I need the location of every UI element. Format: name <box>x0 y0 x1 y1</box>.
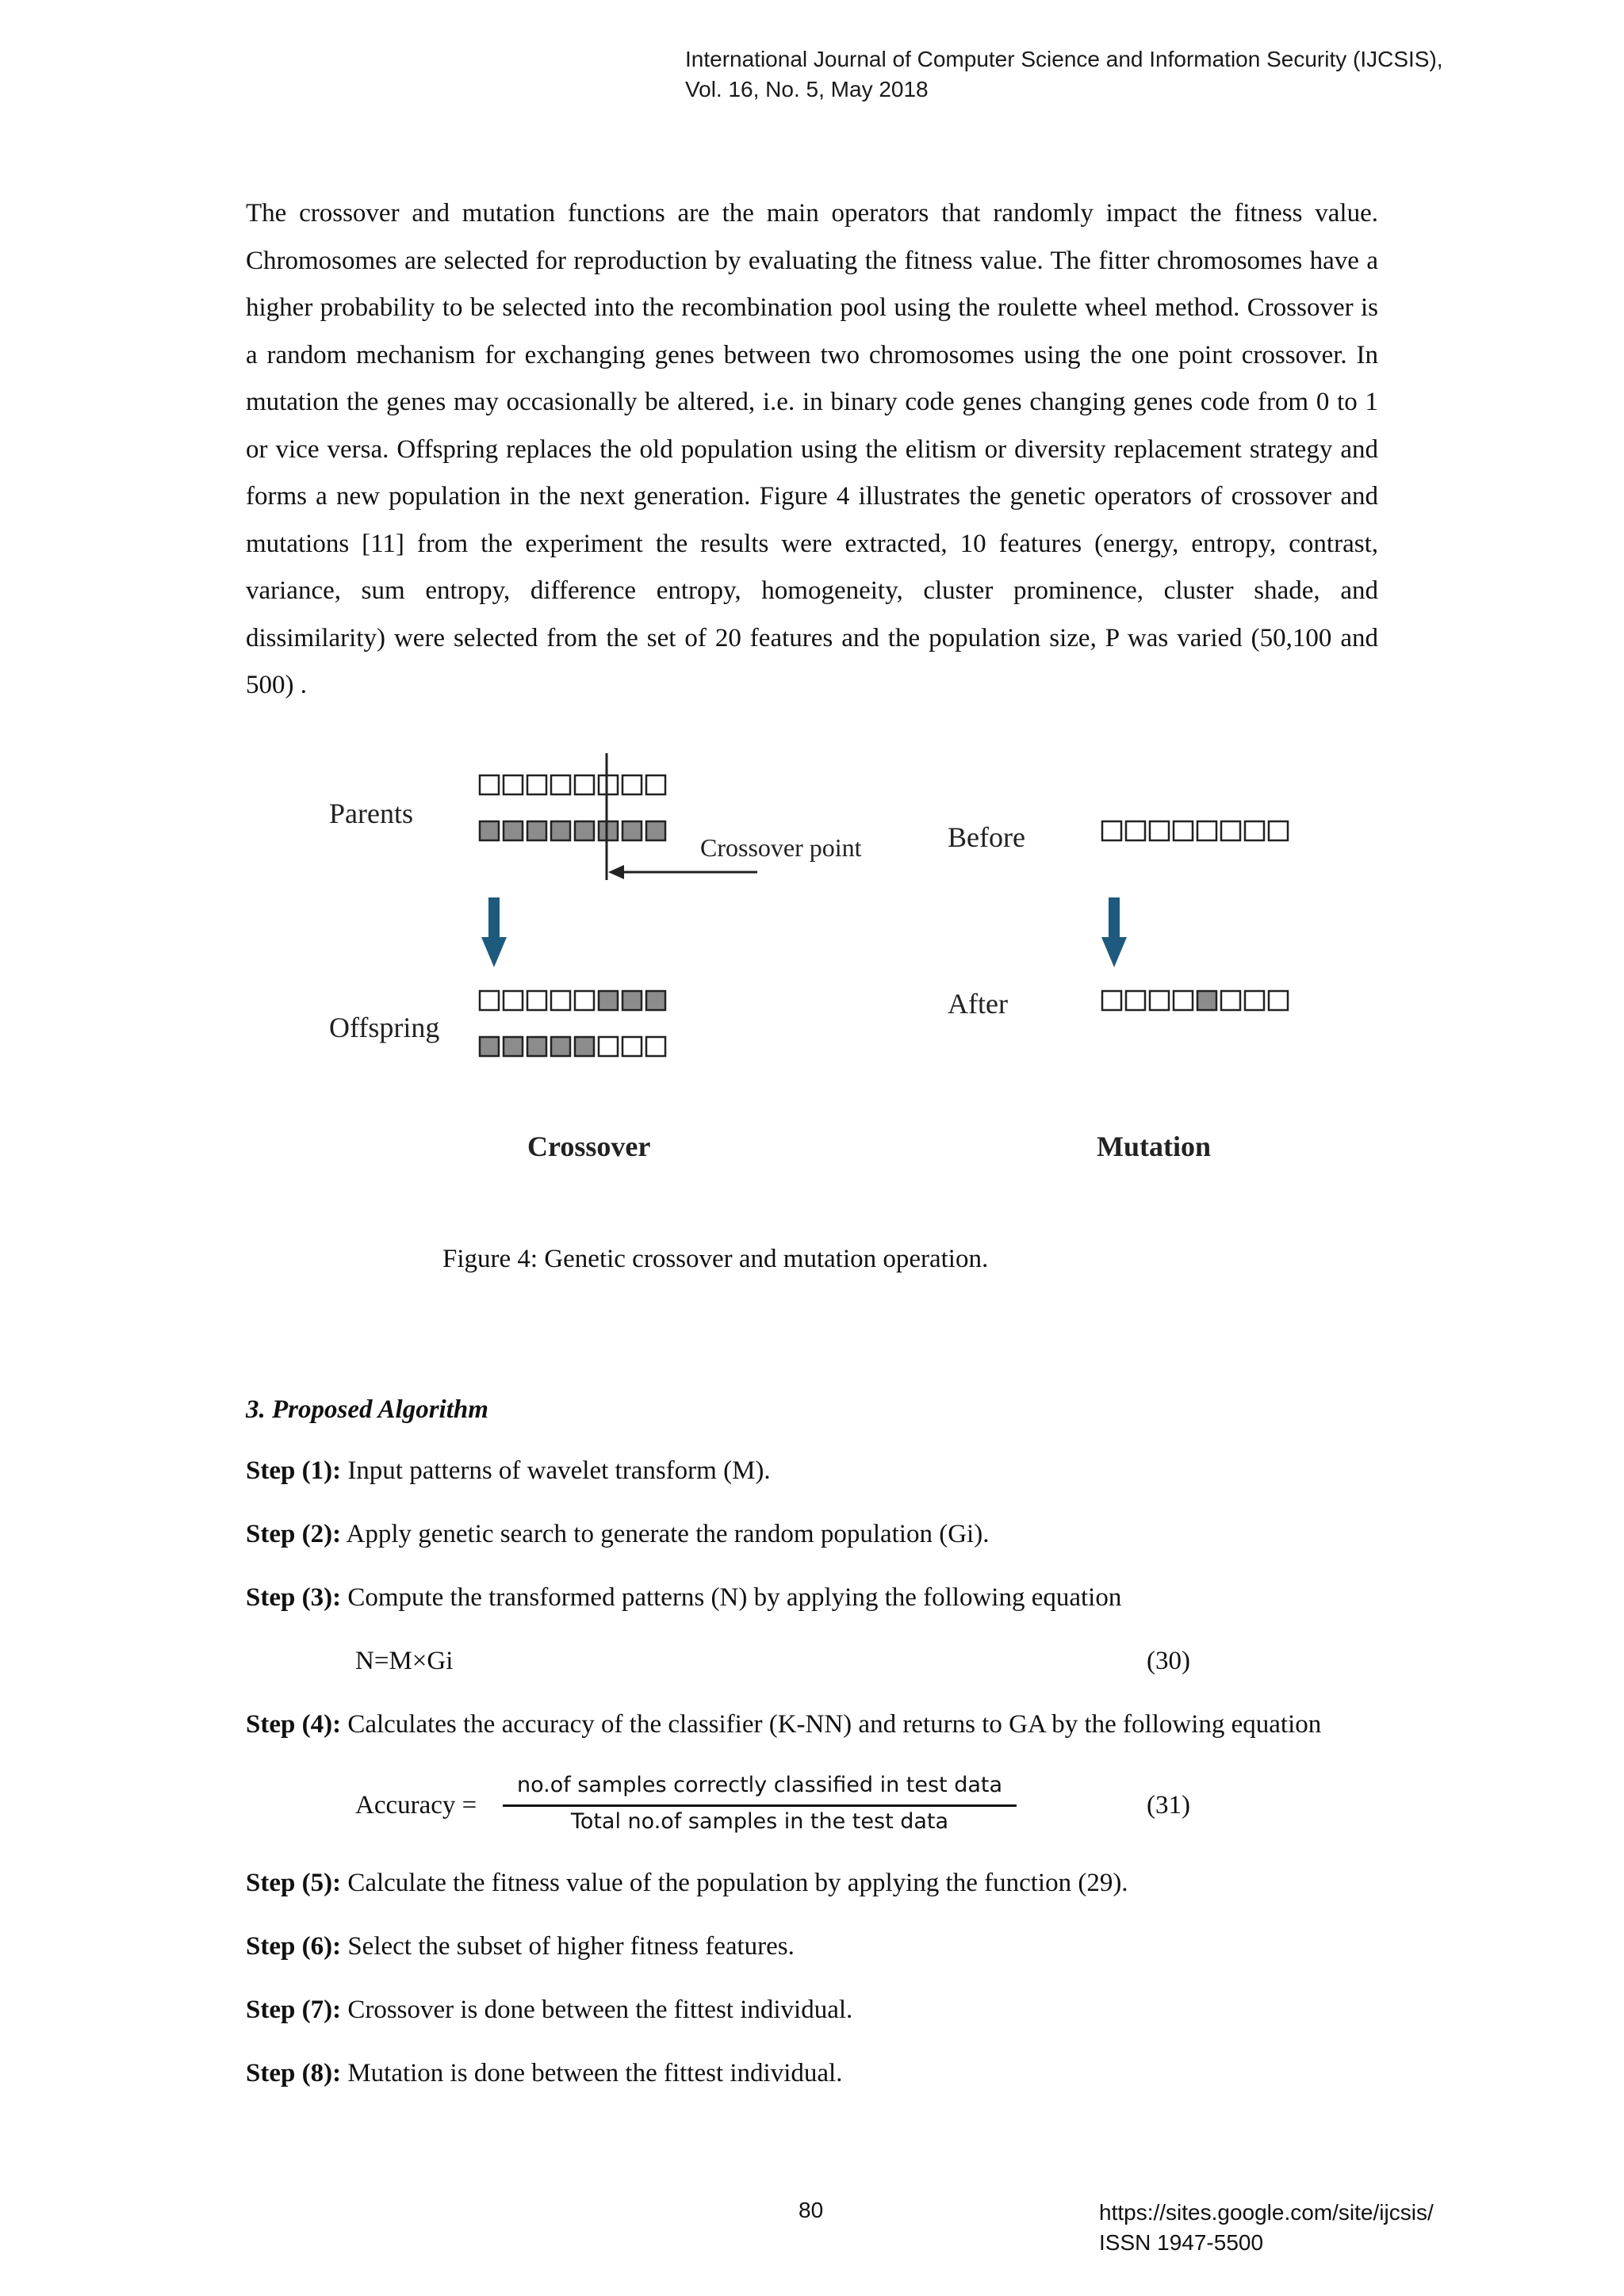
gene-cell <box>646 1037 665 1056</box>
gene-cell <box>1150 991 1169 1010</box>
label-after: After <box>948 988 1008 1020</box>
gene-cell <box>575 821 594 840</box>
gene-cell <box>646 991 665 1010</box>
label-offspring: Offspring <box>329 1012 440 1043</box>
footer-url: https://sites.google.com/site/ijcsis/ <box>1099 2200 1434 2225</box>
gene-cell <box>646 775 665 794</box>
gene-cell <box>480 1037 499 1056</box>
gene-cell <box>575 1037 594 1056</box>
mutation-down-arrow-icon <box>1101 897 1127 967</box>
step-text: Input patterns of wavelet transform (M). <box>341 1456 771 1485</box>
gene-cell <box>599 991 618 1010</box>
gene-cell <box>1102 991 1121 1010</box>
step-label: Step (6): <box>246 1932 342 1961</box>
step-3 <box>246 1583 1121 1613</box>
gene-cell <box>504 775 523 794</box>
section-title: 3. Proposed Algorithm <box>246 1395 488 1424</box>
journal-title: International Journal of Computer Science and Information Security (IJCSIS), <box>685 47 1443 71</box>
gene-row-parent2 <box>480 821 665 840</box>
step-4 <box>246 1710 1321 1739</box>
equation-31-denominator: Total no.of samples in the test data <box>570 1809 949 1834</box>
gene-cell <box>1245 991 1264 1010</box>
gene-cell <box>504 821 523 840</box>
equation-30-expr: N=M×Gi <box>355 1647 454 1675</box>
gene-cell <box>480 775 499 794</box>
gene-cell <box>527 991 546 1010</box>
gene-cell <box>622 821 642 840</box>
gene-cell <box>1197 821 1216 840</box>
mutation-title: Mutation <box>1097 1131 1211 1162</box>
equation-31-numerator: no.of samples correctly classified in test data <box>516 1773 1003 1797</box>
step-text: Crossover is done between the fittest individual. <box>341 1996 853 2024</box>
equation-31-number: (31) <box>1147 1791 1190 1820</box>
gene-cell <box>504 1037 523 1056</box>
gene-cell <box>575 775 594 794</box>
gene-cell <box>551 1037 570 1056</box>
gene-cell <box>575 991 594 1010</box>
step-label: Step (2): <box>246 1520 342 1548</box>
crossover-down-arrow-icon <box>481 897 507 967</box>
crossover-title: Crossover <box>527 1131 651 1162</box>
gene-cell <box>527 775 546 794</box>
gene-cell <box>1174 991 1193 1010</box>
gene-cell <box>1102 821 1121 840</box>
gene-cell <box>646 821 665 840</box>
step-text: Compute the transformed patterns (N) by applying the following equation <box>341 1583 1122 1612</box>
gene-cell <box>622 1037 642 1056</box>
journal-header <box>685 44 1443 105</box>
step-8 <box>246 2059 842 2088</box>
gene-cell <box>551 991 570 1010</box>
step-label: Step (8): <box>246 2059 342 2087</box>
gene-cell <box>480 991 499 1010</box>
figure-caption: Figure 4: Genetic crossover and mutation operation. <box>442 1245 989 1273</box>
gene-cell <box>622 775 642 794</box>
step-2 <box>246 1520 989 1549</box>
gene-row-after <box>1102 991 1288 1010</box>
step-text: Select the subset of higher fitness features. <box>341 1932 795 1961</box>
gene-row-before <box>1102 821 1288 840</box>
gene-cell <box>551 821 570 840</box>
journal-volume: Vol. 16, No. 5, May 2018 <box>685 77 929 101</box>
step-6 <box>246 1932 795 1961</box>
fraction-bar <box>503 1804 1017 1807</box>
step-label: Step (7): <box>246 1996 342 2024</box>
gene-cell <box>1197 991 1216 1010</box>
gene-cell <box>1245 821 1264 840</box>
step-label: Step (5): <box>246 1869 342 1897</box>
step-text: Apply genetic search to generate the random population (Gi). <box>341 1520 990 1548</box>
body-paragraph: The crossover and mutation functions are the main operators that randomly impact the fitness value. Chromosomes are selected for reproduction by evaluating the fitness value. The fitter chromosomes have a higher probability to be selected into the recombination pool using the roulette wheel method. Crossover is a random mechanism for exchanging genes between two chromosomes using the one point crossover. In mutation the genes may occasionally be altered, i.e. in binary code genes changing genes code from 0 to 1 or vice versa. Offspring replaces the old population using the elitism or diversity replacement strategy and forms a new population in the next generation. Figure 4 illustrates the genetic operators of crossover and mutations [11] from the experiment the results were extracted, 10 features (energy, entropy, contrast, variance, sum entropy, difference entropy, homogeneity, cluster prominence, cluster shade, and dissimilarity) were selected from the set of 20 features and the population size, P was varied (50,100 and 500) . <box>246 199 1378 699</box>
gene-cell <box>551 775 570 794</box>
gene-cell <box>1126 821 1145 840</box>
gene-cell <box>1174 821 1193 840</box>
step-1 <box>246 1456 771 1486</box>
step-label: Step (3): <box>246 1583 342 1612</box>
crossover-point-arrowhead <box>608 865 624 879</box>
equation-30-number: (30) <box>1147 1647 1190 1675</box>
step-text: Calculate the fitness value of the population by applying the function (29). <box>341 1869 1128 1897</box>
gene-cell <box>480 821 499 840</box>
footer-info <box>1099 2198 1434 2258</box>
gene-row-offspring2 <box>480 1037 665 1056</box>
gene-cell <box>1221 821 1240 840</box>
gene-cell <box>1269 991 1288 1010</box>
gene-row-offspring1 <box>480 991 665 1010</box>
label-parents: Parents <box>329 798 413 829</box>
label-crossover-point: Crossover point <box>700 833 862 862</box>
crossover-mutation-figure <box>321 753 1304 1197</box>
gene-cell <box>1126 991 1145 1010</box>
gene-cell <box>527 821 546 840</box>
page-number: 80 <box>799 2198 824 2222</box>
gene-cell <box>599 1037 618 1056</box>
gene-cell <box>1221 991 1240 1010</box>
gene-cell <box>1269 821 1288 840</box>
step-text: Mutation is done between the fittest individual. <box>341 2059 843 2087</box>
gene-cell <box>622 991 642 1010</box>
equation-31-lhs: Accuracy = <box>355 1791 477 1820</box>
footer-issn: ISSN 1947-5500 <box>1099 2230 1264 2255</box>
gene-cell <box>527 1037 546 1056</box>
gene-cell <box>504 991 523 1010</box>
step-5 <box>246 1869 1128 1898</box>
gene-cell <box>1150 821 1169 840</box>
label-before: Before <box>948 821 1025 853</box>
gene-cell <box>599 821 618 840</box>
gene-cell <box>599 775 618 794</box>
step-label: Step (4): <box>246 1710 342 1739</box>
step-label: Step (1): <box>246 1456 342 1485</box>
step-7 <box>246 1996 852 2025</box>
step-text: Calculates the accuracy of the classifier (K-NN) and returns to GA by the following equation <box>341 1710 1322 1739</box>
gene-row-parent1 <box>480 775 665 794</box>
